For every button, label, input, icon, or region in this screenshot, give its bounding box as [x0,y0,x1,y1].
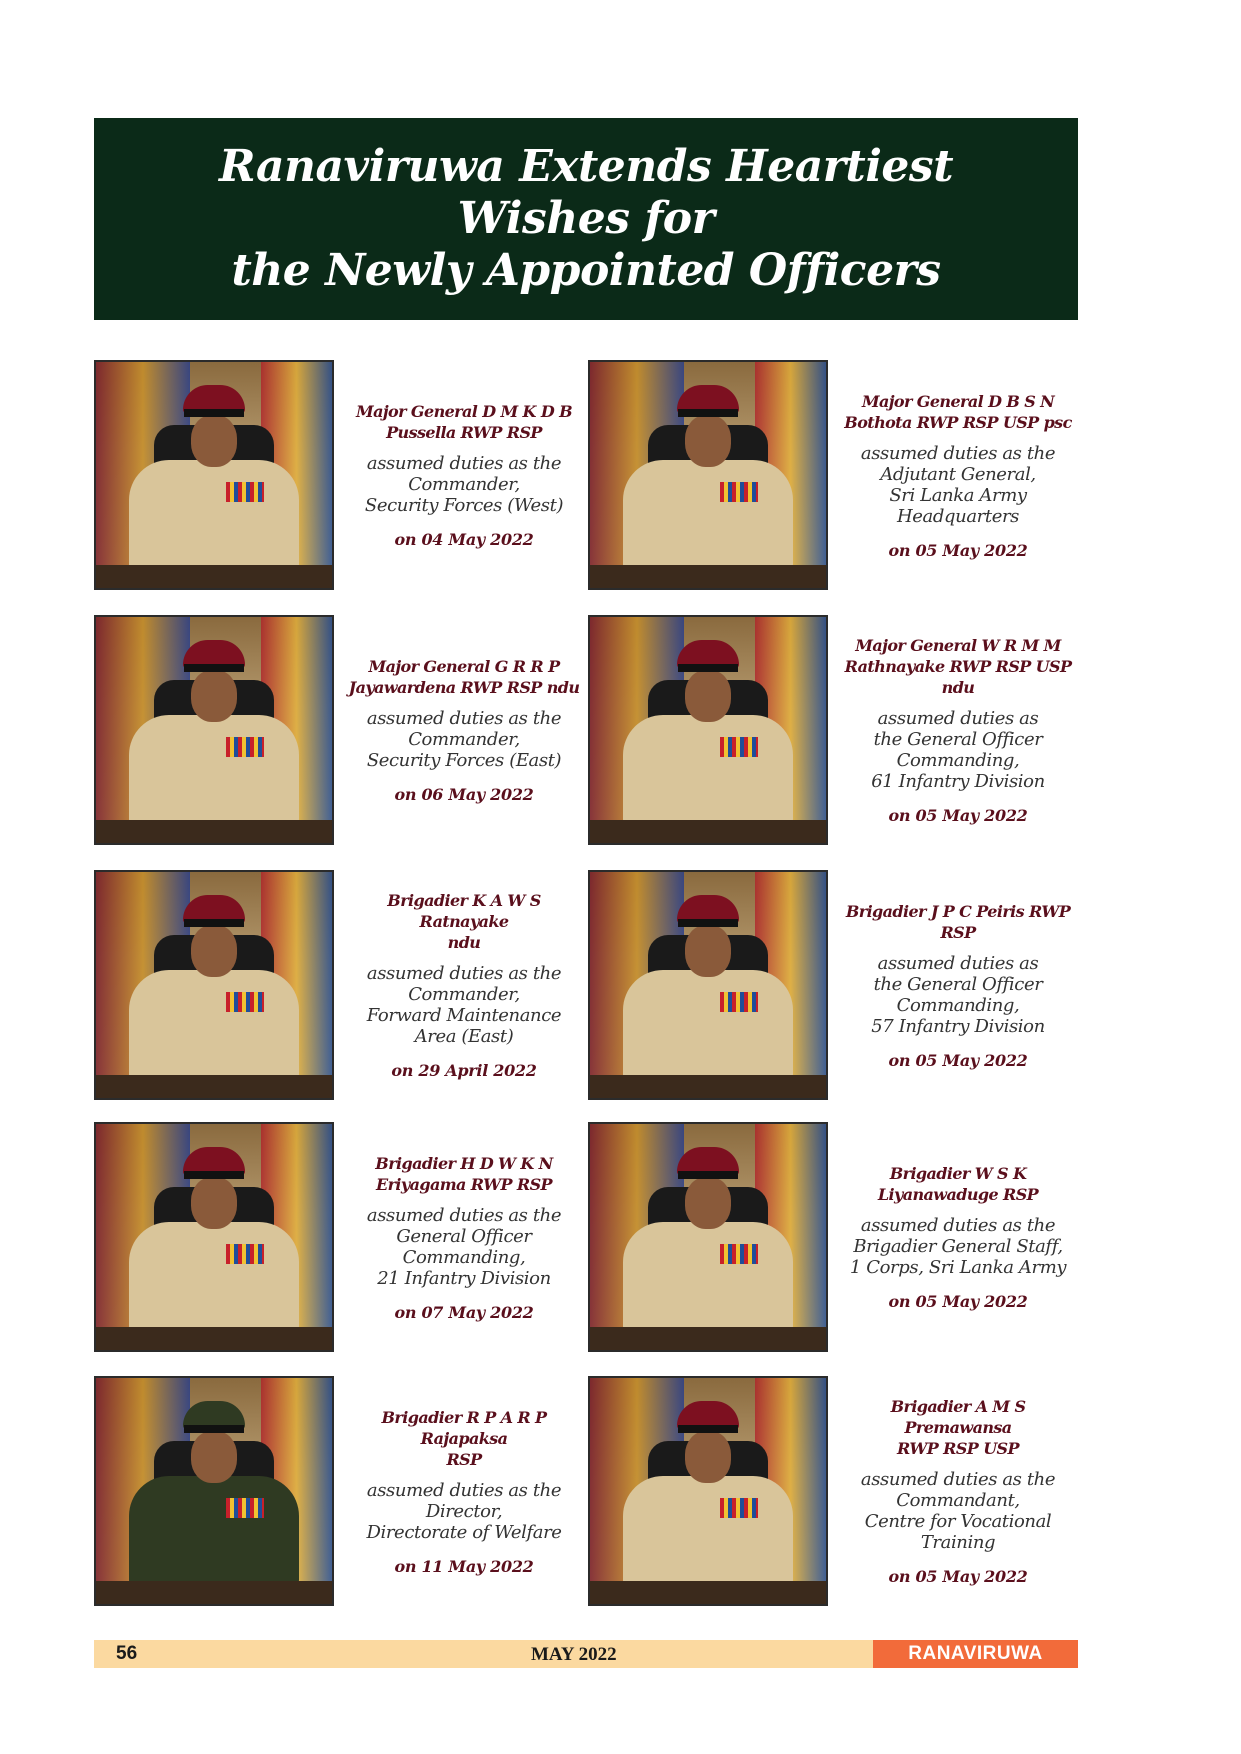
officer-name-line: RSP [446,1449,482,1469]
officer-name [344,1407,584,1470]
officer-duty [367,708,561,771]
officer-card [588,1122,1088,1352]
officer-duty-line: Director, [425,1500,503,1522]
page-number: 56 [116,1643,138,1664]
officer-duty-line: General Officer [396,1225,532,1247]
officer-duty-line: Brigadier General Staff, [853,1236,1063,1257]
officer-name-line: Major General D B S N [861,391,1055,411]
officer-photo [94,1122,334,1352]
officer-duty [366,1480,561,1543]
appointment-date: on 05 May 2022 [888,1567,1028,1586]
officer-card [588,1376,1088,1606]
officer-duty-line: assumed duties as [877,952,1039,974]
officer-card [94,1376,594,1606]
officer-photo [588,360,828,590]
officer-name-line: Liyanawaduge RSP [877,1185,1039,1204]
officer-duty-line: Commander, [408,729,520,750]
officer-name-line: RWP RSP USP [897,1439,1019,1458]
officer-name [375,1153,552,1195]
officer-duty-line: Commanding, [896,994,1020,1016]
officer-card [94,1122,594,1352]
appointment-date: on 05 May 2022 [888,1292,1028,1311]
magazine-brand: RANAVIRUWA [873,1640,1078,1668]
officer-card [94,615,594,845]
officer-duty [861,1469,1055,1553]
officer-details [838,870,1078,1100]
officer-photo [588,1376,828,1606]
officer-duty-line: Security Forces (West) [364,495,564,516]
officer-duty [871,708,1045,792]
officer-duty-line: Commander, [408,474,520,495]
officer-duty-line: assumed duties as the [366,708,562,729]
officer-duty [365,453,563,516]
officer-details [344,1122,584,1352]
officer-photo [94,360,334,590]
officer-duty-line: assumed duties as the [366,1204,562,1226]
officer-details [838,360,1078,590]
title-line-1: Ranaviruwa Extends Heartiest Wishes for [218,141,954,244]
officer-name-line: Brigadier H D W K N [375,1153,553,1173]
officer-duty-line: Commander, [408,984,520,1005]
page-banner [94,118,1078,320]
officer-name-line: Brigadier J P C Peiris RWP [845,901,1071,921]
page-footer [94,1640,1078,1668]
officer-duty-line: 1 Corps, Sri Lanka Army [849,1257,1067,1278]
officer-name [878,1163,1038,1205]
officer-name-line: Brigadier W S K [889,1164,1027,1183]
officer-duty-line: Headquarters [897,505,1019,527]
officer-duty-line: Directorate of Welfare [366,1521,562,1543]
officer-duty-line: 21 Infantry Division [377,1267,551,1289]
officer-card [588,615,1088,845]
appointment-date: on 29 April 2022 [391,1061,537,1080]
officer-card [94,870,594,1100]
appointment-date: on 05 May 2022 [888,540,1028,560]
officer-name [356,401,572,443]
officer-details [344,615,584,845]
officer-duty-line: assumed duties as the [366,453,562,474]
appointment-date: on 06 May 2022 [394,785,534,804]
appointment-date: on 11 May 2022 [394,1556,534,1576]
officer-duty-line: assumed duties as [877,708,1039,729]
officer-duty-line: Centre for Vocational [864,1511,1052,1532]
officer-duty-line: Area (East) [414,1026,514,1047]
officer-name-line: Jayawardena RWP RSP ndu [348,678,580,697]
officer-duty [850,1215,1066,1278]
officer-name-line: Pussella RWP RSP [386,423,542,442]
officer-duty-line: 61 Infantry Division [871,771,1045,792]
officer-duty-line: Forward Maintenance [366,1005,562,1026]
officer-name [344,890,584,953]
officer-duty-line: assumed duties as the [366,963,562,984]
officer-card [588,870,1088,1100]
officer-duty-line: Commandant, [896,1490,1020,1511]
officer-photo [588,615,828,845]
officer-name-line: ndu [447,933,481,952]
officer-duty-line: the General Officer [873,973,1043,995]
officer-duty [367,1205,561,1289]
officer-name-line: Major General W R M M [855,636,1061,655]
officer-name [844,391,1071,433]
officer-duty-line: assumed duties as the [366,1479,562,1501]
officer-duty-line: Commanding, [896,750,1020,771]
officer-details [838,615,1078,845]
officer-duty [861,443,1055,527]
officer-name-line: Major General D M K D B [355,402,572,421]
officer-name-line: Major General G R R P [368,657,560,676]
officer-duty-line: assumed duties as the [860,442,1056,464]
officer-name-line: Bothota RWP RSP USP psc [844,412,1072,432]
officer-name-line: ndu [941,678,975,697]
officer-details [344,870,584,1100]
officer-details [838,1122,1078,1352]
appointment-date: on 04 May 2022 [394,530,534,549]
title-line-2: the Newly Appointed Officers [231,245,941,296]
officer-photo [94,1376,334,1606]
officer-details [344,1376,584,1606]
officer-duty-line: assumed duties as the [860,1469,1056,1490]
officer-photo [588,1122,828,1352]
officer-duty-line: assumed duties as the [860,1215,1056,1236]
officer-photo [588,870,828,1100]
officer-details [838,1376,1078,1606]
officer-name-line: Brigadier K A W S Ratnayake [387,891,541,931]
officer-name-line: RSP [940,922,976,942]
appointment-date: on 05 May 2022 [888,806,1028,825]
officer-name-line: Eriyagama RWP RSP [376,1174,552,1194]
officer-photo [94,870,334,1100]
officer-name [838,1396,1078,1459]
officer-duty-line: Security Forces (East) [366,750,562,771]
officer-duty-line: Adjutant General, [880,463,1036,485]
officer-duty [871,953,1045,1037]
officer-duty-line: Training [920,1532,996,1553]
officer-details [344,360,584,590]
officer-name-line: Brigadier A M S Premawansa [890,1397,1026,1437]
officer-duty-line: Commanding, [402,1246,526,1268]
officer-name-line: Rathnayake RWP RSP USP [844,657,1072,676]
issue-date: MAY 2022 [531,1644,617,1665]
officer-card [588,360,1088,590]
officer-name [846,901,1070,943]
appointment-date: on 05 May 2022 [888,1050,1028,1070]
officer-name [845,635,1072,698]
officer-name [349,656,580,698]
officer-name-line: Brigadier R P A R P Rajapaksa [381,1407,547,1448]
officer-photo [94,615,334,845]
page-title [136,141,1036,297]
officer-duty-line: 57 Infantry Division [871,1015,1045,1037]
officer-duty-line: the General Officer [873,729,1043,750]
appointment-date: on 07 May 2022 [394,1302,534,1322]
officer-duty [367,963,561,1047]
officer-duty-line: Sri Lanka Army [889,484,1027,506]
officer-card [94,360,594,590]
